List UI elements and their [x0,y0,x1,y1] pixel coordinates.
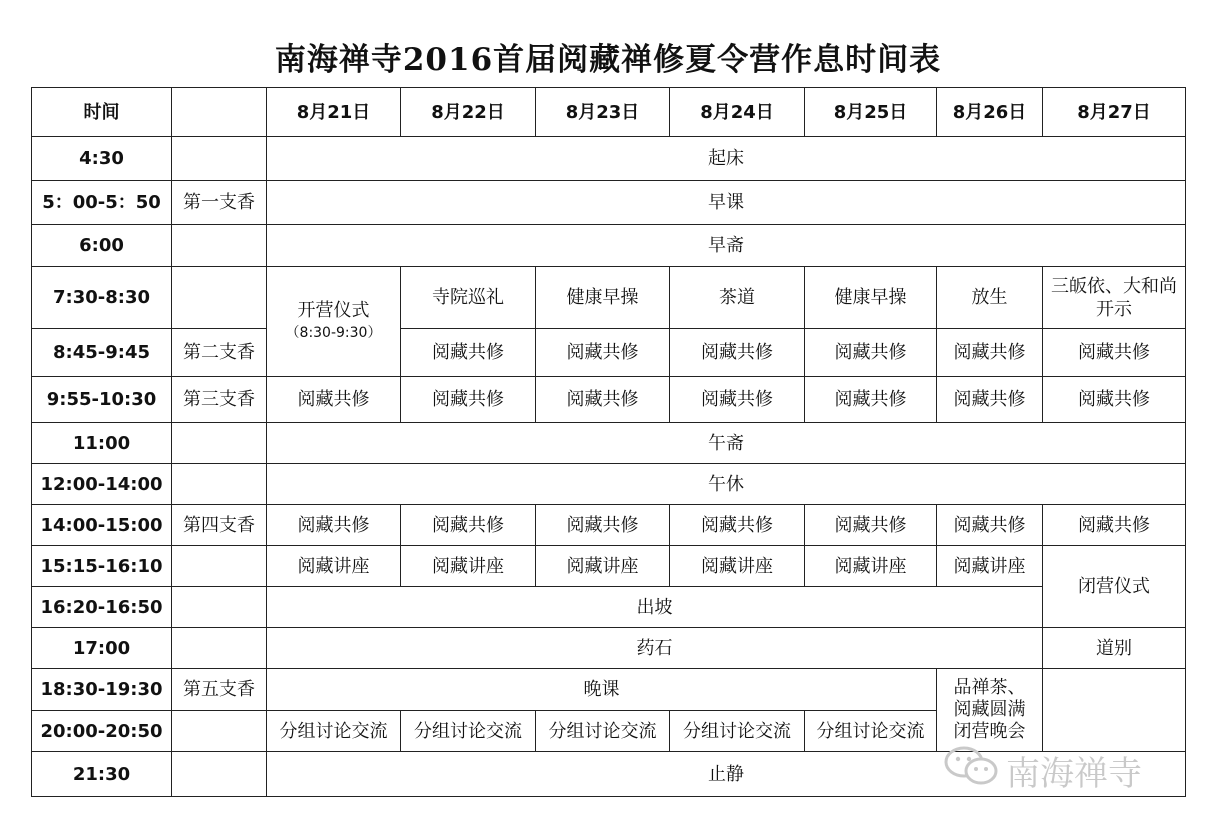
table-row [32,423,1186,464]
table-row [32,505,1186,546]
activity-cell: 阅藏讲座 [805,546,937,587]
activity-cell: 三皈依、大和尚开示 [1043,267,1186,329]
activity-cell: 寺院巡礼 [401,267,536,329]
activity-cell: 午斋 [267,423,1186,464]
wechat-icon [944,744,1006,797]
time-cell: 15:15-16:10 [32,546,172,587]
activity-cell: 分组讨论交流 [267,711,401,752]
session-cell: 第二支香 [172,329,267,377]
empty-cell [1043,669,1186,752]
header-day: 8月26日 [937,88,1043,137]
activity-cell: 出坡 [267,587,1043,628]
activity-cell: 阅藏共修 [937,505,1043,546]
time-cell: 18:30-19:30 [32,669,172,711]
activity-cell: 茶道 [670,267,805,329]
tea-gathering-cell [937,669,1043,752]
activity-cell: 阅藏共修 [805,505,937,546]
table-row [32,546,1186,587]
activity-cell: 道别 [1043,628,1186,669]
table-row [32,267,1186,329]
activity-cell: 阅藏共修 [401,505,536,546]
tea-line-1: 品禅茶、 [953,677,1026,698]
closing-ceremony-cell: 闭营仪式 [1043,546,1186,628]
tea-line-3: 闭营晚会 [953,721,1026,742]
table-row [32,225,1186,267]
header-time: 时间 [32,88,172,137]
time-cell: 16:20-16:50 [32,587,172,628]
time-cell: 8:45-9:45 [32,329,172,377]
session-cell [172,752,267,797]
activity-cell: 早斋 [267,225,1186,267]
schedule-table [31,87,1186,797]
activity-cell: 阅藏讲座 [937,546,1043,587]
header-day: 8月21日 [267,88,401,137]
session-cell: 第一支香 [172,181,267,225]
session-cell [172,587,267,628]
activity-cell: 放生 [937,267,1043,329]
time-cell: 7:30-8:30 [32,267,172,329]
session-cell: 第四支香 [172,505,267,546]
table-row [32,587,1186,628]
header-day: 8月25日 [805,88,937,137]
table-row [32,377,1186,423]
activity-cell: 健康早操 [536,267,670,329]
activity-cell: 分组讨论交流 [670,711,805,752]
activity-cell: 阅藏共修 [267,377,401,423]
activity-cell: 药石 [267,628,1043,669]
activity-cell: 阅藏共修 [805,329,937,377]
time-cell: 20:00-20:50 [32,711,172,752]
session-cell [172,225,267,267]
session-cell: 第三支香 [172,377,267,423]
activity-cell: 阅藏共修 [401,377,536,423]
activity-cell: 阅藏共修 [805,377,937,423]
opening-label: 开营仪式 [297,299,370,321]
header-day: 8月23日 [536,88,670,137]
time-cell: 9:55-10:30 [32,377,172,423]
activity-cell: 分组讨论交流 [536,711,670,752]
table-row [32,329,1186,377]
activity-cell: 阅藏讲座 [401,546,536,587]
session-cell: 第五支香 [172,669,267,711]
time-cell: 12:00-14:00 [32,464,172,505]
activity-cell: 阅藏共修 [267,505,401,546]
session-cell [172,423,267,464]
table-row [32,181,1186,225]
activity-cell: 阅藏共修 [1043,329,1186,377]
activity-cell: 阅藏共修 [670,377,805,423]
activity-cell: 起床 [267,137,1186,181]
activity-cell: 阅藏共修 [536,329,670,377]
session-cell [172,628,267,669]
header-row [32,88,1186,137]
session-cell [172,137,267,181]
session-cell [172,711,267,752]
activity-cell: 阅藏共修 [536,505,670,546]
activity-cell: 阅藏共修 [401,329,536,377]
time-cell: 21:30 [32,752,172,797]
header-day: 8月22日 [401,88,536,137]
time-cell: 6:00 [32,225,172,267]
session-cell [172,267,267,329]
activity-cell: 阅藏共修 [536,377,670,423]
activity-cell: 分组讨论交流 [805,711,937,752]
table-row [32,628,1186,669]
activity-cell: 早课 [267,181,1186,225]
time-cell: 5：00-5：50 [32,181,172,225]
opening-time: （8:30-9:30） [285,324,382,341]
activity-cell: 阅藏共修 [937,377,1043,423]
activity-cell: 阅藏讲座 [670,546,805,587]
watermark [944,744,1184,796]
tea-line-2: 阅藏圆满 [953,699,1026,720]
time-cell: 17:00 [32,628,172,669]
activity-cell: 阅藏共修 [937,329,1043,377]
activity-cell: 阅藏共修 [1043,377,1186,423]
opening-ceremony-cell [267,267,401,377]
activity-cell: 阅藏共修 [670,505,805,546]
time-cell: 4:30 [32,137,172,181]
time-cell: 11:00 [32,423,172,464]
header-day: 8月27日 [1043,88,1186,137]
activity-cell: 阅藏讲座 [536,546,670,587]
table-row [32,137,1186,181]
activity-cell: 分组讨论交流 [401,711,536,752]
page-title: 南海禅寺2016首届阅藏禅修夏令营作息时间表 [274,42,942,78]
activity-cell: 晚课 [267,669,937,711]
header-session [172,88,267,137]
table-row [32,464,1186,505]
header-day: 8月24日 [670,88,805,137]
activity-cell: 阅藏共修 [670,329,805,377]
activity-cell: 阅藏共修 [1043,505,1186,546]
activity-cell: 阅藏讲座 [267,546,401,587]
table-row [32,669,1186,711]
session-cell [172,464,267,505]
session-cell [172,546,267,587]
watermark-text: 南海禅寺 [1006,753,1142,794]
time-cell: 14:00-15:00 [32,505,172,546]
activity-cell: 午休 [267,464,1186,505]
activity-cell: 止静 [267,752,1186,797]
activity-cell: 健康早操 [805,267,937,329]
